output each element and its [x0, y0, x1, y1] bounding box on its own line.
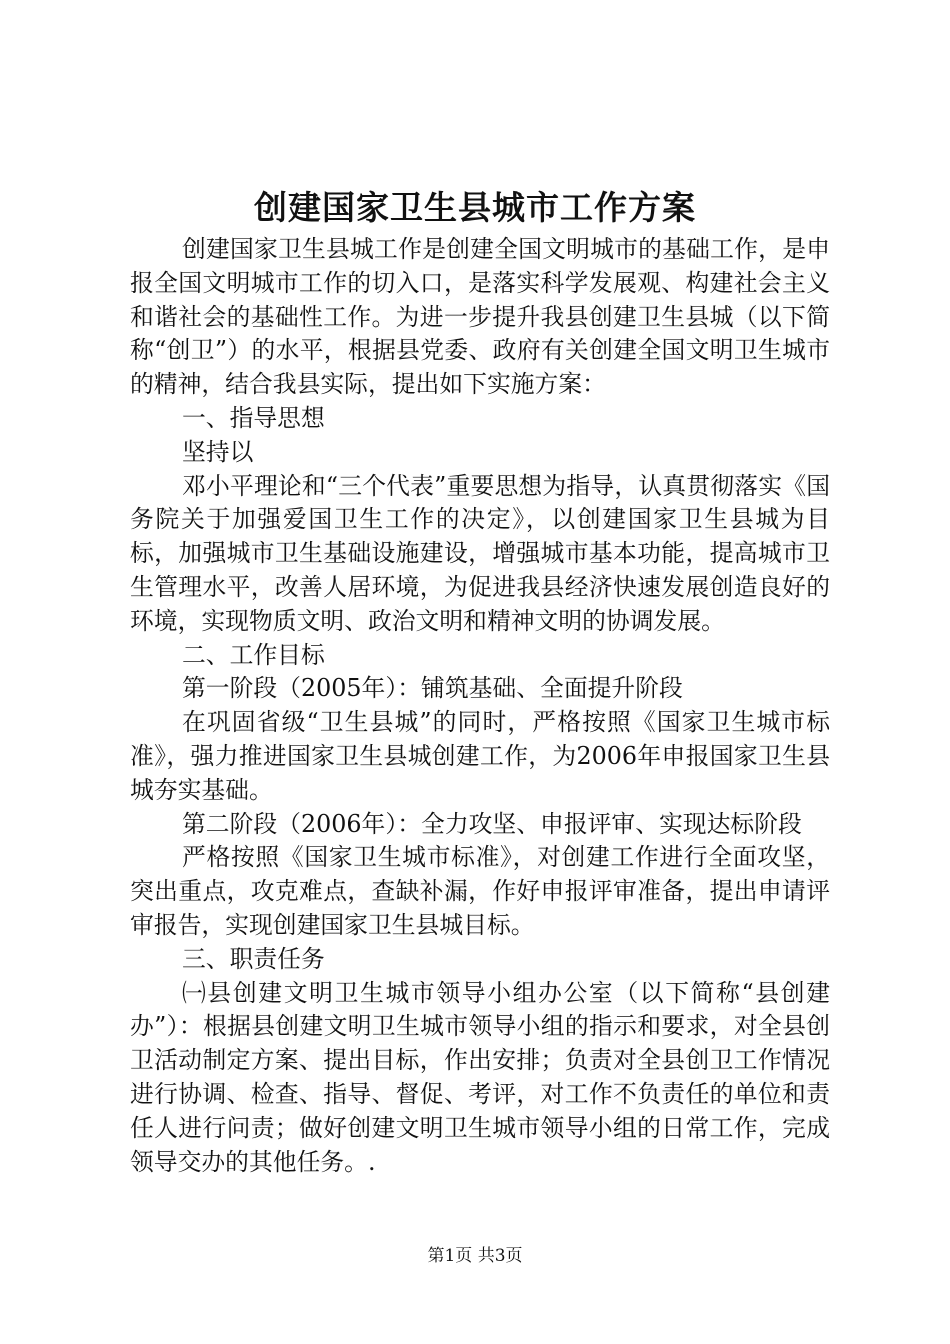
page-footer: 第1页 共3页: [427, 1246, 523, 1266]
section-heading-guiding-ideology: 一、指导思想: [182, 403, 325, 432]
paragraph-intro: 创建国家卫生县城工作是创建全国文明城市的基础工作，是申报全国文明城市工作的切入口，是落实科学发展观、构建社会主义和谐社会的基础性工作。为进一步提升我县创建卫生县城（以下简称“创卫”）的水平，根据县党委、政府有关创建全国文明卫生城市的精神，结合我县实际，提出如下实施方案：: [130, 235, 830, 399]
document-body: [130, 233, 830, 1179]
paragraph-stage-two: 严格按照《国家卫生城市标准》，对创建工作进行全面攻坚，突出重点，攻克难点，查缺补漏，作好申报评审准备，提出申请评审报告，实现创建国家卫生县城目标。: [130, 843, 830, 939]
document-title: 创建国家卫生县城市工作方案: [254, 188, 696, 227]
paragraph-fragment: 坚持以: [182, 437, 254, 466]
section-heading-responsibilities: 三、职责任务: [182, 944, 325, 973]
paragraph-responsibility-one: ㈠县创建文明卫生城市领导小组办公室（以下简称“县创建办”）：根据县创建文明卫生城市领导小组的指示和要求，对全县创卫活动制定方案、提出目标，作出安排；负责对全县创卫工作情况进行协调、检查、指导、督促、考评，对工作不负责任的单位和责任人进行问责；做好创建文明卫生城市领导小组的日常工作，完成领导交办的其他任务。.: [130, 978, 830, 1176]
paragraph-stage-one: 在巩固省级“卫生县城”的同时，严格按照《国家卫生城市标准》，强力推进国家卫生县城创建工作，为2006年申报国家卫生县城夯实基础。: [130, 708, 830, 804]
stage-one-heading: 第一阶段（2005年）：铺筑基础、全面提升阶段: [182, 674, 683, 703]
section-heading-work-goals: 二、工作目标: [182, 640, 325, 669]
paragraph-guiding-ideology: 邓小平理论和“三个代表”重要思想为指导，认真贯彻落实《国务院关于加强爱国卫生工作的决定》，以创建国家卫生县城为目标，加强城市卫生基础设施建设，增强城市基本功能，提高城市卫生管理水平，改善人居环境，为促进我县经济快速发展创造良好的环境，实现物质文明、政治文明和精神文明的协调发展。: [130, 471, 830, 635]
stage-two-heading: 第二阶段（2006年）：全力攻坚、申报评审、实现达标阶段: [182, 809, 802, 838]
